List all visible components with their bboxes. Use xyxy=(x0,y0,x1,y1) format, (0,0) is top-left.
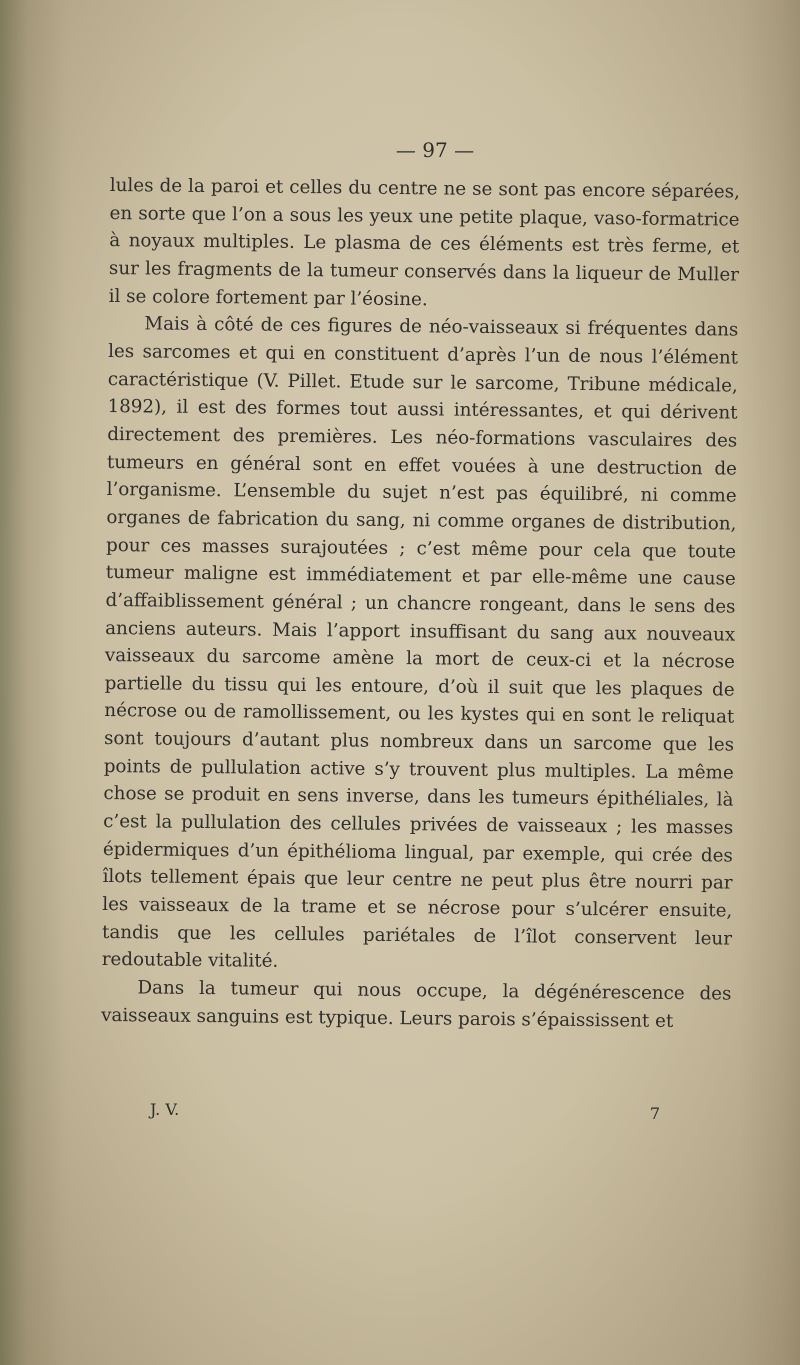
signature-mark: J. V. xyxy=(150,1100,180,1119)
body-text xyxy=(101,172,740,1036)
sheet-number: 7 xyxy=(649,1104,660,1123)
paragraph-2: Mais à côté de ces figures de néo-vaisseaux si fréquentes dans les sarcomes et qui en constituent d’après l’un de nous l’élément caractéristique (V. Pillet. Etude sur le sarcome, Tribune médicale, 1892), il est des formes tout aussi intéressantes, et qui dérivent directement des premières. Les néo-formations vasculaires des tumeurs en général sont en effet vouées à une destruction de l’organisme. L’ensemble du sujet n’est pas équilibré, ni comme organes de fabrication du sang, ni comme organes de distribution, pour ces masses surajoutées ; c’est même pour cela que toute tumeur maligne est immédiatement et par elle-même une cause d’affaiblissement général ; un chancre rongeant, dans le sens des anciens auteurs. Mais l’apport insuffisant du sang aux nouveaux vaisseaux du sarcome amène la mort de ceux-ci et la nécrose partielle du tissu qui les entoure, d’où il suit que les plaques de nécrose ou de ramollissement, ou les kystes qui en sont le reliquat sont toujours d’autant plus nombreux dans un sarcome que les points de pullulation active s’y trouvent plus multiples. La même chose se produit en sens inverse, dans les tumeurs épithéliales, là c’est la pullulation des cellules privées de vaisseaux ; les masses épidermiques d’un épithélioma lingual, par exemple, qui crée des îlots tellement épais que leur centre ne peut plus être nourri par les vaisseaux de la trame et se nécrose pour s’ulcérer ensuite, tandis que les cellules pariétales de l’îlot conservent leur redoutable vitalité. xyxy=(101,313,739,973)
paragraph-1: lules de la paroi et celles du centre ne se sont pas encore séparées, en sorte que l’on a sous les yeux une petite plaque, vaso-formatrice à noyaux multiples. Le plasma de ces éléments est très ferme, et sur les fragments de la tumeur conservés dans la liqueur de Muller il se colore fortement par l’éosine. xyxy=(108,174,740,310)
page-number: — 97 — xyxy=(395,138,475,162)
paragraph-3: Dans la tumeur qui nous occupe, la dégénérescence des vaisseaux sanguins est typique. Leurs parois s’épaississent et xyxy=(101,977,732,1032)
